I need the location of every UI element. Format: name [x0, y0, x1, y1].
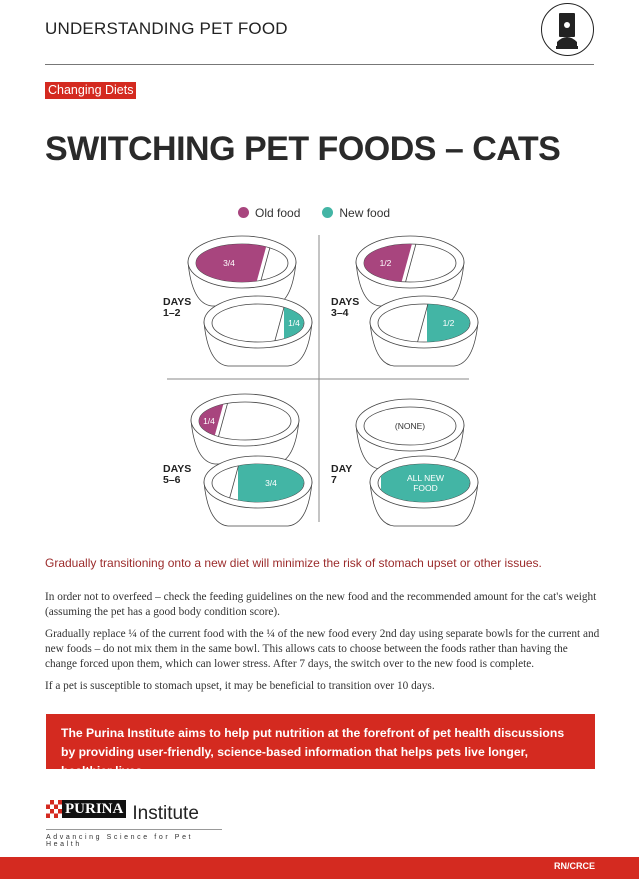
stage-label: DAYS — [163, 296, 192, 308]
old-food-bowl — [356, 236, 464, 306]
mission-banner: The Purina Institute aims to help put nutrition at the forefront of pet health discussions by providing user-friendly, science-based information that helps pets live longer, healthier lives. — [46, 714, 595, 769]
legend-old: Old food — [238, 206, 300, 220]
paragraph: If a pet is susceptible to stomach upset, it may be beneficial to transition over 10 days. — [45, 680, 435, 692]
footer-bar — [0, 857, 639, 879]
footer-code: RN/CRCE — [553, 861, 595, 871]
stage-label: 5–6 — [163, 474, 181, 486]
stage-label: DAY — [331, 463, 353, 475]
stage-label: 1–2 — [163, 307, 181, 319]
section-title: UNDERSTANDING PET FOOD — [45, 19, 288, 38]
lead-text: Gradually transitioning onto a new diet will minimize the risk of stomach upset or other issues. — [45, 556, 542, 570]
portion-label: 3/4 — [223, 258, 235, 268]
portion-label: ALL NEW — [406, 473, 445, 483]
stage-label: DAYS — [163, 463, 192, 475]
portion-label: 3/4 — [265, 478, 277, 488]
new-food-bowl — [204, 456, 312, 526]
old-food-bowl — [191, 394, 299, 464]
category-tag: Changing Diets — [45, 82, 136, 99]
stage-label: DAYS — [331, 296, 360, 308]
stage-label: 7 — [331, 474, 337, 486]
legend-new: New food — [322, 206, 390, 220]
purina-institute-logo: PURINA Institute Advancing Science for Pet Health — [46, 800, 222, 848]
new-food-bowl — [370, 296, 478, 366]
portion-label: 1/2 — [379, 258, 392, 268]
new-food-bowl — [370, 456, 478, 526]
portion-label: 1/2 — [442, 318, 455, 328]
portion-label: FOOD — [413, 483, 438, 493]
new-food-bowl — [204, 296, 312, 366]
paragraph: Gradually replace ¼ of the current food with the ¼ of the new food every 2nd day using separate bowls for the current and new foods – do not mix them in the same bowl. This allows cats to choose between the foods rather than having the change forced upon them, which can lower stress. After 7 days, the switch over to the new food is complete. — [45, 628, 600, 670]
old-food-bowl — [188, 236, 296, 306]
page-title: SWITCHING PET FOODS – CATS — [45, 130, 561, 168]
stage-label: 3–4 — [331, 307, 349, 319]
portion-label: 1/4 — [288, 318, 300, 328]
paragraph: In order not to overfeed – check the feeding guidelines on the new food and the recommended amount for the cat's weight (assuming the pet has a good body condition score). — [45, 591, 597, 618]
checkerboard-icon — [46, 800, 62, 818]
portion-label: (NONE) — [394, 421, 426, 431]
portion-label: 1/4 — [203, 416, 215, 426]
